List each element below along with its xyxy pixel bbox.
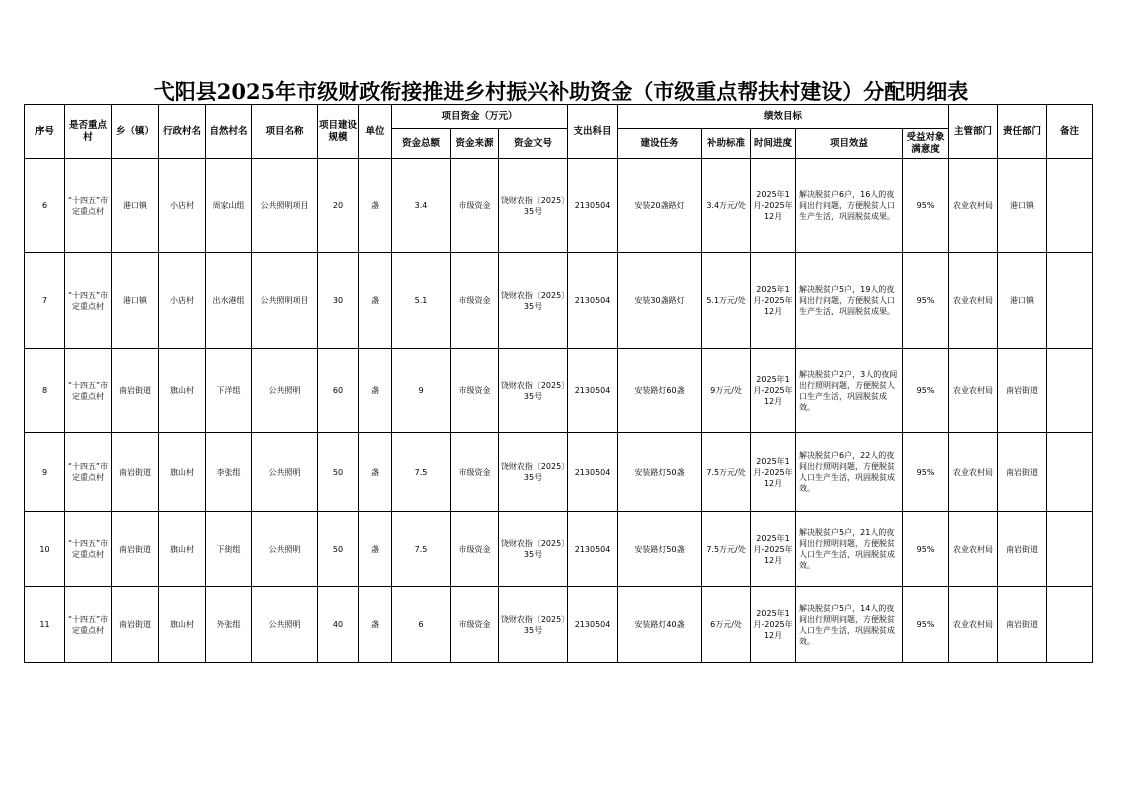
cell-admin-village: 旗山村 xyxy=(159,512,206,587)
header-resp-dept: 责任部门 xyxy=(998,105,1047,159)
cell-scale: 50 xyxy=(318,433,359,512)
cell-seq: 7 xyxy=(25,253,65,349)
header-seq: 序号 xyxy=(25,105,65,159)
cell-township: 港口镇 xyxy=(112,253,159,349)
cell-remark xyxy=(1047,159,1093,253)
cell-fund-total: 6 xyxy=(392,587,451,663)
cell-fund-source: 市级资金 xyxy=(451,587,499,663)
cell-unit: 盏 xyxy=(359,253,392,349)
cell-benefit: 解决脱贫户2户，3人的夜间出行照明问题，方便脱贫人口生产生活，巩固脱贫成效。 xyxy=(796,349,903,433)
cell-fund-source: 市级资金 xyxy=(451,512,499,587)
cell-resp-dept: 南岩街道 xyxy=(998,512,1047,587)
cell-unit: 盏 xyxy=(359,587,392,663)
cell-task: 安装30盏路灯 xyxy=(618,253,702,349)
cell-natural-village: 周家山组 xyxy=(206,159,252,253)
cell-task: 安装路灯50盏 xyxy=(618,512,702,587)
table-row xyxy=(25,349,1093,433)
cell-remark xyxy=(1047,587,1093,663)
cell-seq: 10 xyxy=(25,512,65,587)
cell-unit: 盏 xyxy=(359,433,392,512)
header-project-name: 项目名称 xyxy=(252,105,318,159)
cell-expense-subject: 2130504 xyxy=(568,433,618,512)
cell-schedule: 2025年1月-2025年12月 xyxy=(751,512,796,587)
cell-project-name: 公共照明 xyxy=(252,349,318,433)
cell-resp-dept: 港口镇 xyxy=(998,159,1047,253)
header-scale: 项目建设规模 xyxy=(318,105,359,159)
cell-key-village: “十四五”市定重点村 xyxy=(65,253,112,349)
cell-expense-subject: 2130504 xyxy=(568,159,618,253)
cell-schedule: 2025年1月-2025年12月 xyxy=(751,433,796,512)
cell-key-village: “十四五”市定重点村 xyxy=(65,433,112,512)
cell-task: 安装路灯40盏 xyxy=(618,587,702,663)
cell-natural-village: 外张组 xyxy=(206,587,252,663)
cell-task: 安装路灯60盏 xyxy=(618,349,702,433)
cell-remark xyxy=(1047,512,1093,587)
header-township: 乡（镇） xyxy=(112,105,159,159)
cell-admin-village: 旗山村 xyxy=(159,587,206,663)
cell-unit: 盏 xyxy=(359,349,392,433)
cell-schedule: 2025年1月-2025年12月 xyxy=(751,587,796,663)
cell-dept: 农业农村局 xyxy=(949,253,998,349)
cell-subsidy: 9万元/处 xyxy=(702,349,751,433)
header-schedule: 时间进度 xyxy=(751,129,796,159)
cell-subsidy: 6万元/处 xyxy=(702,587,751,663)
cell-remark xyxy=(1047,349,1093,433)
cell-seq: 9 xyxy=(25,433,65,512)
table-row xyxy=(25,433,1093,512)
header-fund-total: 资金总额 xyxy=(392,129,451,159)
cell-resp-dept: 港口镇 xyxy=(998,253,1047,349)
cell-subsidy: 3.4万元/处 xyxy=(702,159,751,253)
cell-natural-village: 出水港组 xyxy=(206,253,252,349)
cell-benefit: 解决脱贫户5户，21人的夜间出行照明问题，方便脱贫人口生产生活，巩固脱贫成效。 xyxy=(796,512,903,587)
cell-fund-doc: 饶财农指〔2025〕35号 xyxy=(499,433,568,512)
cell-fund-source: 市级资金 xyxy=(451,349,499,433)
cell-dept: 农业农村局 xyxy=(949,159,998,253)
cell-township: 南岩街道 xyxy=(112,512,159,587)
cell-schedule: 2025年1月-2025年12月 xyxy=(751,159,796,253)
cell-township: 南岩街道 xyxy=(112,349,159,433)
cell-fund-total: 7.5 xyxy=(392,433,451,512)
cell-project-name: 公共照明项目 xyxy=(252,159,318,253)
header-natural-village: 自然村名 xyxy=(206,105,252,159)
cell-natural-village: 下洋组 xyxy=(206,349,252,433)
cell-fund-total: 9 xyxy=(392,349,451,433)
cell-task: 安装路灯50盏 xyxy=(618,433,702,512)
cell-benefit: 解决脱贫户6户，22人的夜间出行照明问题，方便脱贫人口生产生活，巩固脱贫成效。 xyxy=(796,433,903,512)
cell-fund-source: 市级资金 xyxy=(451,433,499,512)
header-fund-source: 资金来源 xyxy=(451,129,499,159)
cell-scale: 40 xyxy=(318,587,359,663)
cell-expense-subject: 2130504 xyxy=(568,253,618,349)
cell-remark xyxy=(1047,253,1093,349)
header-expense-subject: 支出科目 xyxy=(568,105,618,159)
cell-admin-village: 小店村 xyxy=(159,253,206,349)
cell-scale: 30 xyxy=(318,253,359,349)
cell-fund-total: 7.5 xyxy=(392,512,451,587)
cell-key-village: “十四五”市定重点村 xyxy=(65,159,112,253)
cell-fund-total: 3.4 xyxy=(392,159,451,253)
cell-project-name: 公共照明 xyxy=(252,512,318,587)
cell-expense-subject: 2130504 xyxy=(568,349,618,433)
header-key-village: 是否重点村 xyxy=(65,105,112,159)
table-row xyxy=(25,253,1093,349)
header-dept: 主管部门 xyxy=(949,105,998,159)
cell-task: 安装20盏路灯 xyxy=(618,159,702,253)
header-subsidy: 补助标准 xyxy=(702,129,751,159)
cell-expense-subject: 2130504 xyxy=(568,587,618,663)
cell-resp-dept: 南岩街道 xyxy=(998,349,1047,433)
header-funds-group: 项目资金（万元） xyxy=(392,105,568,129)
cell-fund-source: 市级资金 xyxy=(451,159,499,253)
cell-natural-village: 下街组 xyxy=(206,512,252,587)
cell-admin-village: 小店村 xyxy=(159,159,206,253)
cell-satisfaction: 95% xyxy=(903,587,949,663)
cell-dept: 农业农村局 xyxy=(949,587,998,663)
cell-fund-doc: 饶财农指〔2025〕35号 xyxy=(499,512,568,587)
cell-fund-source: 市级资金 xyxy=(451,253,499,349)
cell-resp-dept: 南岩街道 xyxy=(998,433,1047,512)
cell-benefit: 解决脱贫户6户，16人的夜间出行问题，方便脱贫人口生产生活，巩固脱贫成果。 xyxy=(796,159,903,253)
cell-benefit: 解决脱贫户5户，19人的夜间出行问题，方便脱贫人口生产生活，巩固脱贫成果。 xyxy=(796,253,903,349)
cell-subsidy: 5.1万元/处 xyxy=(702,253,751,349)
cell-scale: 60 xyxy=(318,349,359,433)
cell-key-village: “十四五”市定重点村 xyxy=(65,349,112,433)
cell-satisfaction: 95% xyxy=(903,433,949,512)
cell-fund-doc: 饶财农指〔2025〕35号 xyxy=(499,159,568,253)
document-title: 弋阳县2025年市级财政衔接推进乡村振兴补助资金（市级重点帮扶村建设）分配明细表 xyxy=(153,79,969,104)
cell-expense-subject: 2130504 xyxy=(568,512,618,587)
cell-natural-village: 李张组 xyxy=(206,433,252,512)
cell-satisfaction: 95% xyxy=(903,159,949,253)
cell-resp-dept: 南岩街道 xyxy=(998,587,1047,663)
cell-seq: 6 xyxy=(25,159,65,253)
header-benefit: 项目效益 xyxy=(796,129,903,159)
cell-fund-total: 5.1 xyxy=(392,253,451,349)
header-admin-village: 行政村名 xyxy=(159,105,206,159)
cell-township: 港口镇 xyxy=(112,159,159,253)
cell-key-village: “十四五”市定重点村 xyxy=(65,512,112,587)
cell-seq: 8 xyxy=(25,349,65,433)
cell-remark xyxy=(1047,433,1093,512)
cell-seq: 11 xyxy=(25,587,65,663)
header-satisfaction: 受益对象满意度 xyxy=(903,129,949,159)
cell-satisfaction: 95% xyxy=(903,512,949,587)
header-fund-doc: 资金文号 xyxy=(499,129,568,159)
cell-subsidy: 7.5万元/处 xyxy=(702,512,751,587)
cell-dept: 农业农村局 xyxy=(949,433,998,512)
cell-key-village: “十四五”市定重点村 xyxy=(65,587,112,663)
cell-satisfaction: 95% xyxy=(903,349,949,433)
header-unit: 单位 xyxy=(359,105,392,159)
table-row xyxy=(25,159,1093,253)
cell-scale: 50 xyxy=(318,512,359,587)
cell-township: 南岩街道 xyxy=(112,587,159,663)
header-task: 建设任务 xyxy=(618,129,702,159)
cell-schedule: 2025年1月-2025年12月 xyxy=(751,253,796,349)
header-remark: 备注 xyxy=(1047,105,1093,159)
cell-subsidy: 7.5万元/处 xyxy=(702,433,751,512)
cell-dept: 农业农村局 xyxy=(949,512,998,587)
cell-fund-doc: 饶财农指〔2025〕35号 xyxy=(499,253,568,349)
cell-project-name: 公共照明项目 xyxy=(252,253,318,349)
cell-admin-village: 旗山村 xyxy=(159,349,206,433)
cell-scale: 20 xyxy=(318,159,359,253)
cell-unit: 盏 xyxy=(359,159,392,253)
cell-township: 南岩街道 xyxy=(112,433,159,512)
cell-project-name: 公共照明 xyxy=(252,433,318,512)
header-performance-group: 绩效目标 xyxy=(618,105,949,129)
cell-dept: 农业农村局 xyxy=(949,349,998,433)
cell-fund-doc: 饶财农指〔2025〕35号 xyxy=(499,349,568,433)
cell-fund-doc: 饶财农指〔2025〕35号 xyxy=(499,587,568,663)
cell-project-name: 公共照明 xyxy=(252,587,318,663)
cell-benefit: 解决脱贫户5户，14人的夜间出行照明问题，方便脱贫人口生产生活，巩固脱贫成效。 xyxy=(796,587,903,663)
cell-unit: 盏 xyxy=(359,512,392,587)
allocation-table xyxy=(24,104,1093,663)
table-row xyxy=(25,587,1093,663)
cell-schedule: 2025年1月-2025年12月 xyxy=(751,349,796,433)
cell-admin-village: 旗山村 xyxy=(159,433,206,512)
cell-satisfaction: 95% xyxy=(903,253,949,349)
header-row-1 xyxy=(25,105,1093,129)
table-row xyxy=(25,512,1093,587)
